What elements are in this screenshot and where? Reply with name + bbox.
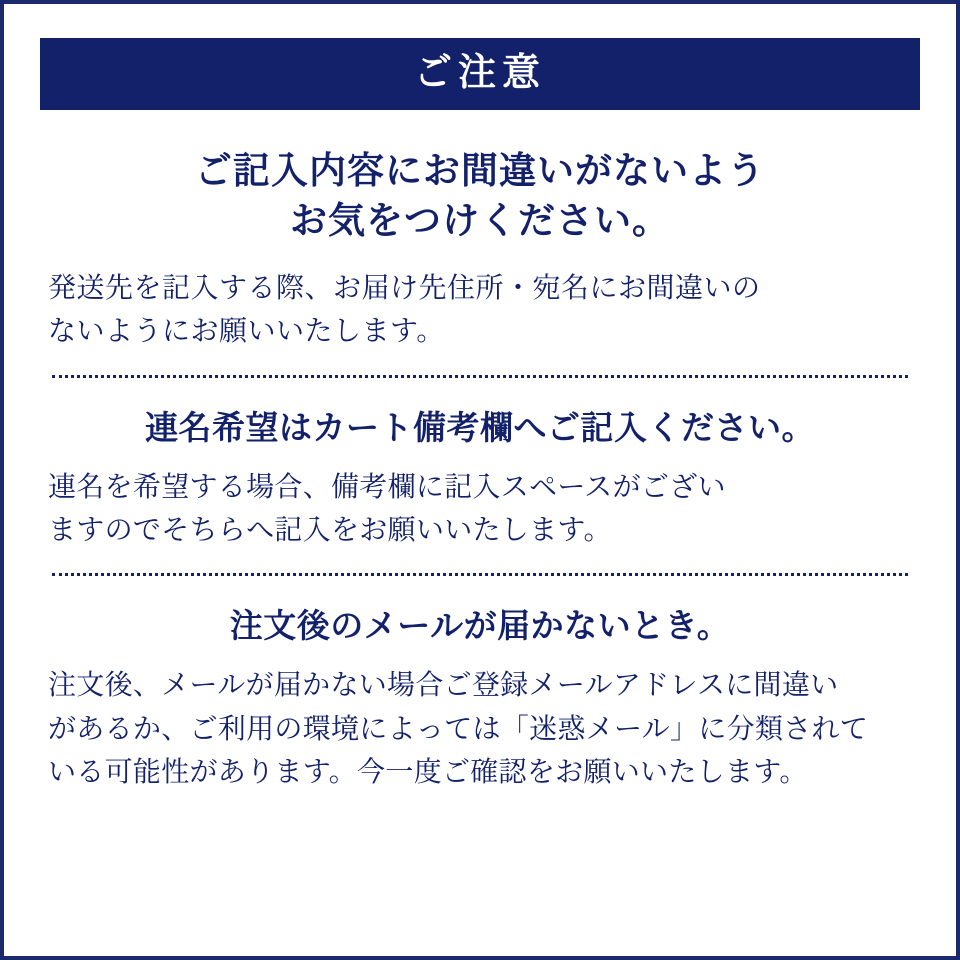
section-renmei	[48, 402, 912, 552]
section-mail-body-line-2: があるか、ご利用の環境によっては「迷惑メール」に分類されて	[48, 712, 869, 744]
lead-heading-line-1: ご記入内容にお間違いがないよう	[195, 150, 765, 191]
lead-body	[48, 266, 912, 353]
section-mail-body-line-3: いる可能性があります。今一度ご確認をお願いいたします。	[48, 756, 808, 788]
section-renmei-body	[48, 465, 912, 552]
lead-body-line-2: ないようにお願いいたします。	[48, 315, 445, 347]
lead-body-line-1: 発送先を記入する際、お届け先住所・宛名にお間違いの	[48, 271, 761, 303]
notice-banner	[40, 38, 920, 110]
section-renmei-title: 連名希望はカート備考欄へご記入ください。	[145, 408, 815, 446]
banner-title: ご注意	[413, 52, 546, 94]
section-mail	[48, 600, 912, 793]
lead-heading	[48, 146, 912, 246]
section-renmei-body-line-2: ますのでそちらへ記入をお願いいたします。	[48, 514, 612, 546]
section-renmei-body-line-1: 連名を希望する場合、備考欄に記入スペースがござい	[48, 470, 726, 502]
section-divider-2	[52, 573, 908, 576]
notice-content	[4, 110, 956, 794]
section-mail-body-line-1: 注文後、メールが届かない場合ご登録メールアドレスに間違い	[48, 669, 839, 701]
section-mail-body	[48, 663, 912, 793]
lead-heading-line-2: お気をつけください。	[290, 199, 670, 241]
section-mail-title: 注文後のメールが届かないとき。	[229, 607, 731, 645]
section-divider-1	[52, 375, 908, 378]
